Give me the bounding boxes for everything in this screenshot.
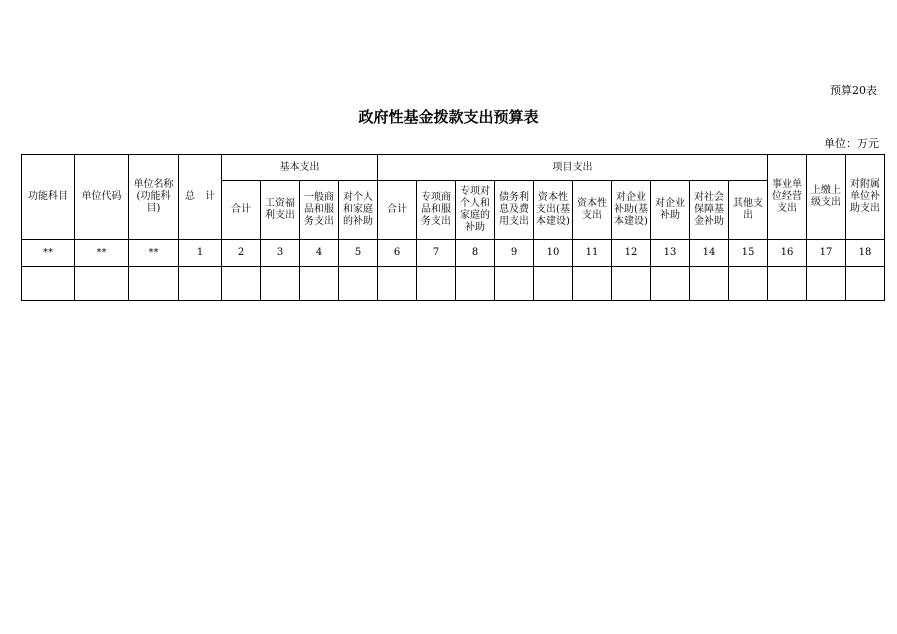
- index-cell: 15: [729, 240, 768, 267]
- empty-cell: [378, 267, 417, 301]
- header-project-enterprise: 对企业补助: [651, 181, 690, 240]
- empty-cell: [807, 267, 846, 301]
- empty-cell: [495, 267, 534, 301]
- empty-cell: [339, 267, 378, 301]
- index-cell: 17: [807, 240, 846, 267]
- header-project-debt: 债务利息及费用支出: [495, 181, 534, 240]
- index-cell: 4: [300, 240, 339, 267]
- empty-cell: [179, 267, 222, 301]
- empty-cell: [846, 267, 885, 301]
- empty-cell: [300, 267, 339, 301]
- index-cell: 12: [612, 240, 651, 267]
- header-basic-subtotal: 合计: [222, 181, 261, 240]
- index-cell: 1: [179, 240, 222, 267]
- index-cell: 6: [378, 240, 417, 267]
- header-project-subtotal: 合计: [378, 181, 417, 240]
- header-project-goods: 专项商品和服务支出: [417, 181, 456, 240]
- index-cell: 14: [690, 240, 729, 267]
- empty-cell: [651, 267, 690, 301]
- header-total: 总 计: [179, 155, 222, 240]
- index-row: [22, 240, 885, 267]
- empty-cell: [456, 267, 495, 301]
- header-basic-group: 基本支出: [222, 155, 378, 181]
- index-cell: 10: [534, 240, 573, 267]
- header-project-other: 其他支出: [729, 181, 768, 240]
- header-operations: 事业单位经营支出: [768, 155, 807, 240]
- index-cell: **: [22, 240, 75, 267]
- index-cell: 18: [846, 240, 885, 267]
- index-cell: 9: [495, 240, 534, 267]
- empty-cell: [612, 267, 651, 301]
- header-project-enterprise-build: 对企业补助(基本建设): [612, 181, 651, 240]
- header-upper-payment: 上缴上级支出: [807, 155, 846, 240]
- index-cell: 16: [768, 240, 807, 267]
- header-project-social: 对社会保障基金补助: [690, 181, 729, 240]
- budget-table: [21, 154, 885, 301]
- empty-data-row: [22, 267, 885, 301]
- index-cell: 5: [339, 240, 378, 267]
- index-cell: 7: [417, 240, 456, 267]
- header-project-individuals: 专项对个人和家庭的补助: [456, 181, 495, 240]
- header-unit-name: 单位名称(功能科目): [129, 155, 179, 240]
- header-basic-wages: 工资福利支出: [261, 181, 300, 240]
- index-cell: 3: [261, 240, 300, 267]
- header-basic-individuals: 对个人和家庭的补助: [339, 181, 378, 240]
- empty-cell: [417, 267, 456, 301]
- empty-cell: [768, 267, 807, 301]
- header-project-capital-build: 资本性支出(基本建设): [534, 181, 573, 240]
- index-cell: 2: [222, 240, 261, 267]
- index-cell: **: [129, 240, 179, 267]
- page-title: 政府性基金拨款支出预算表: [358, 108, 539, 126]
- header-project-group: 项目支出: [378, 155, 768, 181]
- empty-cell: [729, 267, 768, 301]
- header-affiliated: 对附属单位补助支出: [846, 155, 885, 240]
- header-basic-goods: 一般商品和服务支出: [300, 181, 339, 240]
- empty-cell: [573, 267, 612, 301]
- empty-cell: [22, 267, 75, 301]
- empty-cell: [129, 267, 179, 301]
- empty-cell: [690, 267, 729, 301]
- header-project-capital: 资本性支出: [573, 181, 612, 240]
- table-number: 预算20表: [830, 84, 877, 97]
- unit-label: 单位：万元: [824, 137, 879, 150]
- index-cell: 11: [573, 240, 612, 267]
- empty-cell: [261, 267, 300, 301]
- index-cell: 8: [456, 240, 495, 267]
- empty-cell: [534, 267, 573, 301]
- index-cell: 13: [651, 240, 690, 267]
- header-func-subject: 功能科目: [22, 155, 75, 240]
- empty-cell: [222, 267, 261, 301]
- index-cell: **: [75, 240, 129, 267]
- empty-cell: [75, 267, 129, 301]
- header-unit-code: 单位代码: [75, 155, 129, 240]
